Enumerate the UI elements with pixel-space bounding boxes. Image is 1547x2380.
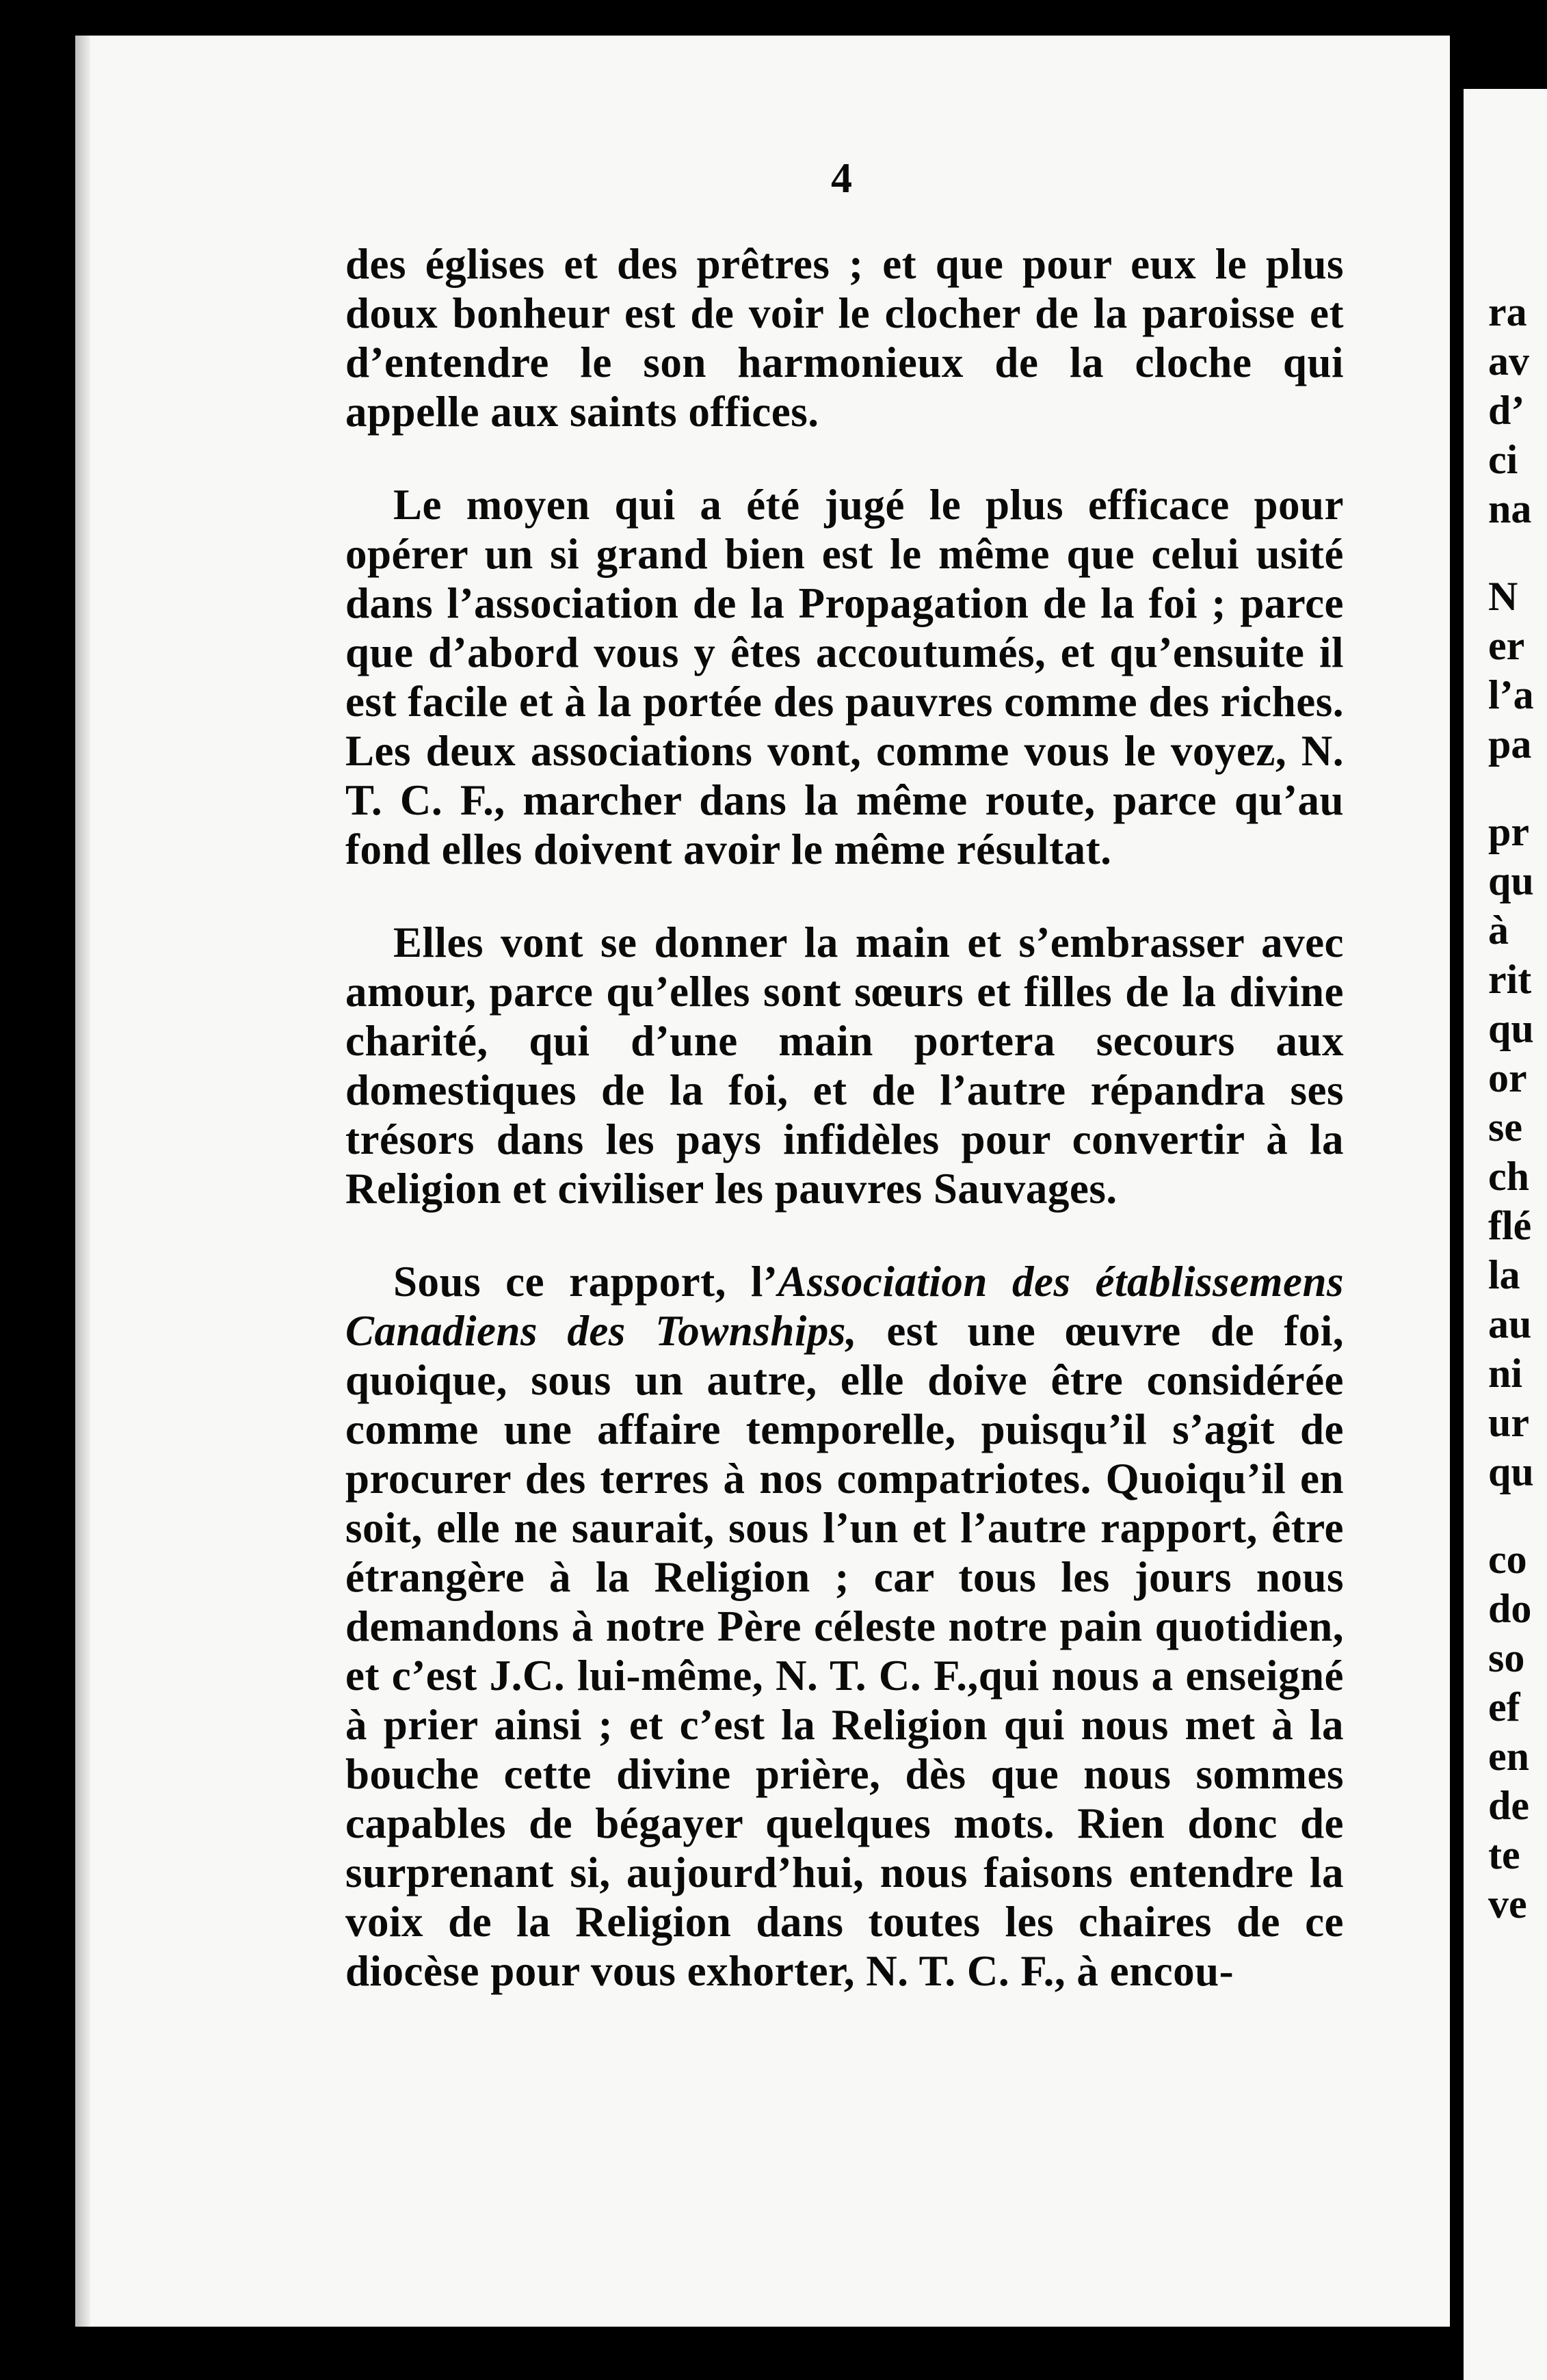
facing-page-fragment: à: [1488, 908, 1509, 953]
facing-page-fragment: co: [1488, 1537, 1527, 1582]
facing-page-fragment: se: [1488, 1105, 1522, 1150]
facing-page-fragment: ci: [1488, 437, 1518, 482]
facing-page-fragment: qu: [1488, 858, 1534, 903]
fragment-gap: [1488, 769, 1547, 807]
facing-page-fragment: ve: [1488, 1881, 1527, 1927]
paragraph-4: [345, 1257, 1344, 1996]
facing-page-fragment: flé: [1488, 1203, 1532, 1248]
facing-page-fragment: ef: [1488, 1684, 1520, 1730]
facing-page-fragment: l’a: [1488, 672, 1534, 717]
facing-page-fragment: qu: [1488, 1449, 1534, 1494]
paragraph-3: Elles vont se donner la main et s’embrasser avec amour, parce qu’elles sont sœurs et filles de la divine charité, qui d’une main portera secours aux domestiques de la foi, et de l’autre répandra ses trésors dans les pays infidèles pour convertir à la Religion et civiliser les pauvres Sauvages.: [345, 918, 1344, 1213]
body-text: [345, 239, 1344, 2039]
facing-page-fragment: d’: [1488, 388, 1525, 433]
facing-page-fragment: na: [1488, 486, 1532, 531]
association-name: Association des établissemens Canadiens des Townships,: [345, 1258, 1344, 1355]
facing-page-fragment: N: [1488, 574, 1518, 619]
facing-page-fragment: rit: [1488, 957, 1532, 1002]
facing-page-fragment: en: [1488, 1734, 1529, 1779]
facing-page-fragment: la: [1488, 1252, 1520, 1297]
facing-page-fragment: au: [1488, 1301, 1532, 1347]
fragment-gap: [1488, 533, 1547, 572]
facing-page-text-fragments: [1488, 287, 1547, 1929]
facing-page-fragment: so: [1488, 1635, 1525, 1680]
facing-page-fragment: or: [1488, 1055, 1527, 1100]
paragraph-4-lead: Sous ce rapport, l’: [393, 1258, 778, 1306]
facing-page-fragment: de: [1488, 1783, 1529, 1828]
fragment-gap: [1488, 1496, 1547, 1535]
paragraph-1: des églises et des prêtres ; et que pour eux le plus doux bonheur est de voir le clocher de la paroisse et d’entendre le son harmonieux de la cloche qui appelle aux saints offices.: [345, 240, 1344, 436]
facing-page-fragment: pa: [1488, 722, 1532, 767]
facing-page-fragment: qu: [1488, 1006, 1534, 1051]
facing-page-fragment: er: [1488, 623, 1525, 668]
facing-page-fragment: av: [1488, 339, 1529, 384]
facing-page-fragment: do: [1488, 1586, 1532, 1631]
facing-page-fragment: te: [1488, 1832, 1520, 1877]
page-number: 4: [831, 155, 852, 202]
facing-page-fragment: ch: [1488, 1154, 1529, 1199]
facing-page-fragment: ni: [1488, 1351, 1523, 1396]
book-gutter: [1450, 0, 1464, 2380]
facing-page-fragment: ra: [1488, 289, 1527, 334]
paragraph-4-rest: est une œuvre de foi, quoique, sous un autre, elle doive être considérée comme une affaire temporelle, puisqu’il s’agit de procurer des terres à nos compatriotes. Quoiqu’il en soit, elle ne saurait, sous l’un et l’autre rapport, être étrangère à la Religion ; car tous les jours nous demandons à notre Père céleste notre pain quotidien, et c’est J.C. lui-même, N. T. C. F.,qui nous a enseigné à prier ainsi ; et c’est la Religion qui nous met à la bouche cette divine prière, dès que nous sommes capables de bégayer quelques mots. Rien donc de surprenant si, aujourd’hui, nous faisons entendre la voix de la Religion dans toutes les chaires de ce diocèse pour vous exhorter, N. T. C. F., à encou-: [345, 1307, 1344, 1995]
facing-page-fragment: ur: [1488, 1400, 1529, 1445]
paragraph-2: Le moyen qui a été jugé le plus efficace pour opérer un si grand bien est le même que celui usité dans l’association de la Propagation de la foi ; parce que d’abord vous y êtes accoutumés, et qu’ensuite il est facile et à la portée des pauvres comme des riches. Les deux associations vont, comme vous le voyez, N. T. C. F., marcher dans la même route, parce qu’au fond elles doivent avoir le même résultat.: [345, 481, 1344, 873]
facing-page-fragment: pr: [1488, 809, 1529, 854]
